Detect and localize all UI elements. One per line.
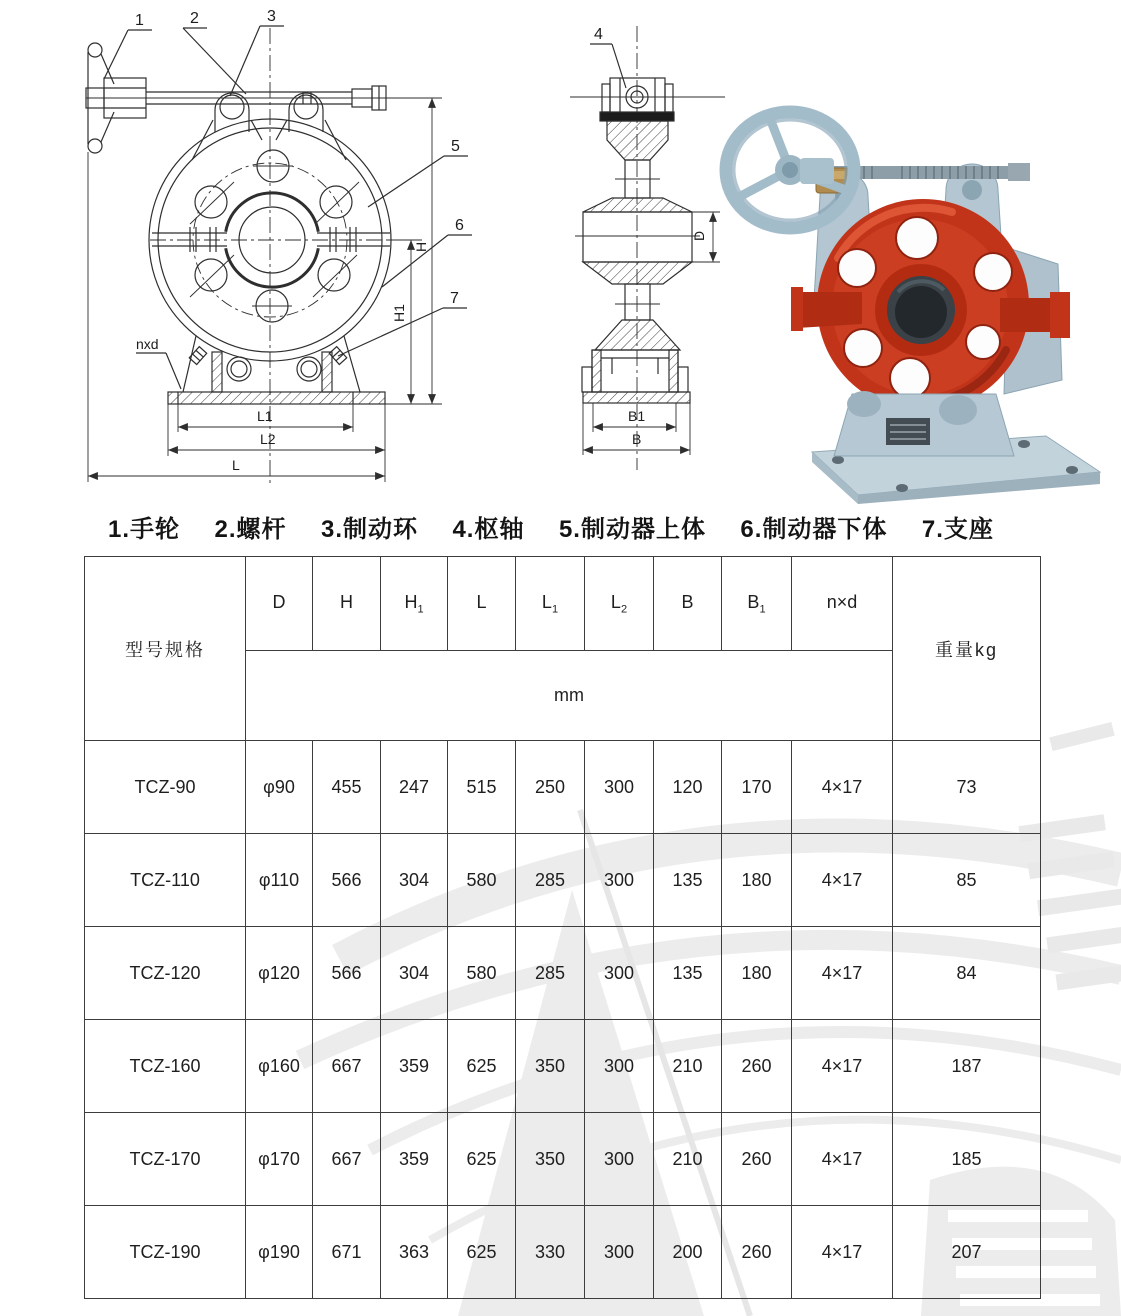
model-cell: TCZ-190 [85,1206,246,1299]
col-header-nxd: n×d [792,557,893,651]
parts-legend [108,509,994,544]
front-view-drawing [86,8,472,486]
model-cell: TCZ-120 [85,927,246,1020]
dim-label-d: D [691,230,707,241]
table-cell: 300 [585,741,654,834]
table-cell: 580 [448,927,516,1020]
table-cell: 566 [313,834,381,927]
legend-item: 4.枢轴 [452,516,525,543]
dim-label-l2: L2 [260,431,276,447]
table-cell: 300 [585,1206,654,1299]
table-cell: 455 [313,741,381,834]
col-header-h1: $H_1$ [381,557,448,651]
weight-cell: 187 [893,1020,1041,1113]
dim-label-b: B [632,431,642,447]
part-label-2: 2 [190,10,199,27]
model-spec-header: 型号规格 [85,557,246,741]
side-view-drawing [570,26,725,470]
legend-item: 7.支座 [921,516,994,543]
unit-cell: mm [246,651,893,741]
table-cell: 625 [448,1020,516,1113]
legend-item: 2.螺杆 [214,516,287,543]
table-cell: 4×17 [792,741,893,834]
table-cell: 260 [722,1206,792,1299]
table-cell: 667 [313,1020,381,1113]
dim-label-h1: H1 [391,304,407,322]
table-cell: 330 [516,1206,585,1299]
header-row [85,557,1041,651]
table-cell: 4×17 [792,1020,893,1113]
table-cell: 304 [381,834,448,927]
table-cell: 625 [448,1206,516,1299]
weight-cell: 85 [893,834,1041,927]
table-cell: 285 [516,927,585,1020]
table-cell: 363 [381,1206,448,1299]
table-cell: φ90 [246,741,313,834]
table-cell: 120 [654,741,722,834]
table-row [85,1113,1041,1206]
table-cell: 300 [585,927,654,1020]
table-row [85,1206,1041,1299]
table-cell: 210 [654,1113,722,1206]
col-header-b1: $B_1$ [722,557,792,651]
weight-cell: 73 [893,741,1041,834]
model-cell: TCZ-90 [85,741,246,834]
col-header-h: H [313,557,381,651]
table-cell: 200 [654,1206,722,1299]
table-cell: 4×17 [792,834,893,927]
table-row [85,1020,1041,1113]
table-cell: φ110 [246,834,313,927]
table-cell: φ160 [246,1020,313,1113]
part-label-1: 1 [135,12,144,29]
table-cell: 300 [585,1113,654,1206]
col-header-l: L [448,557,516,651]
legend-item: 6.制动器下体 [740,516,888,543]
table-cell: 210 [654,1020,722,1113]
legend-item: 1.手轮 [108,516,181,543]
table-row [85,834,1041,927]
table-cell: 667 [313,1113,381,1206]
table-cell: 260 [722,1113,792,1206]
legend-item: 3.制动环 [320,516,418,543]
technical-drawings [0,0,1121,505]
part-label-6: 6 [455,217,464,234]
table-cell: 350 [516,1020,585,1113]
table-cell: 180 [722,834,792,927]
table-row [85,927,1041,1020]
model-cell: TCZ-160 [85,1020,246,1113]
table-cell: 170 [722,741,792,834]
table-cell: 247 [381,741,448,834]
table-row [85,741,1041,834]
col-header-b: B [654,557,722,651]
col-header-l1: $L_1$ [516,557,585,651]
part-label-5: 5 [451,138,460,155]
col-header-l2: $L_2$ [585,557,654,651]
product-photo [726,112,1100,504]
table-cell: 4×17 [792,1206,893,1299]
table-cell: φ120 [246,927,313,1020]
part-label-4: 4 [594,26,603,43]
table-cell: 304 [381,927,448,1020]
weight-cell: 185 [893,1113,1041,1206]
dim-label-b1: B1 [628,408,646,424]
table-cell: 359 [381,1020,448,1113]
table-cell: 135 [654,927,722,1020]
spec-table-container [84,556,1041,1299]
spec-table [84,556,1041,1299]
table-cell: 285 [516,834,585,927]
table-cell: 4×17 [792,1113,893,1206]
model-cell: TCZ-170 [85,1113,246,1206]
table-cell: 359 [381,1113,448,1206]
dim-label-l: L [232,457,240,473]
weight-header: 重量kg [893,557,1041,741]
table-cell: 300 [585,834,654,927]
table-cell: 671 [313,1206,381,1299]
dim-label-h: H [413,241,429,252]
dim-label-l1: L1 [257,408,273,424]
part-label-7: 7 [450,290,459,307]
table-cell: 135 [654,834,722,927]
table-cell: φ170 [246,1113,313,1206]
table-cell: 180 [722,927,792,1020]
table-cell: 350 [516,1113,585,1206]
table-cell: 300 [585,1020,654,1113]
table-cell: φ190 [246,1206,313,1299]
table-cell: 515 [448,741,516,834]
part-label-3: 3 [267,8,276,25]
table-cell: 4×17 [792,927,893,1020]
table-cell: 580 [448,834,516,927]
weight-cell: 207 [893,1206,1041,1299]
weight-cell: 84 [893,927,1041,1020]
legend-item: 5.制动器上体 [558,516,706,543]
table-cell: 250 [516,741,585,834]
dim-label-nxd: nxd [136,336,159,352]
table-cell: 260 [722,1020,792,1113]
table-cell: 566 [313,927,381,1020]
col-header-d: D [246,557,313,651]
table-cell: 625 [448,1113,516,1206]
model-cell: TCZ-110 [85,834,246,927]
